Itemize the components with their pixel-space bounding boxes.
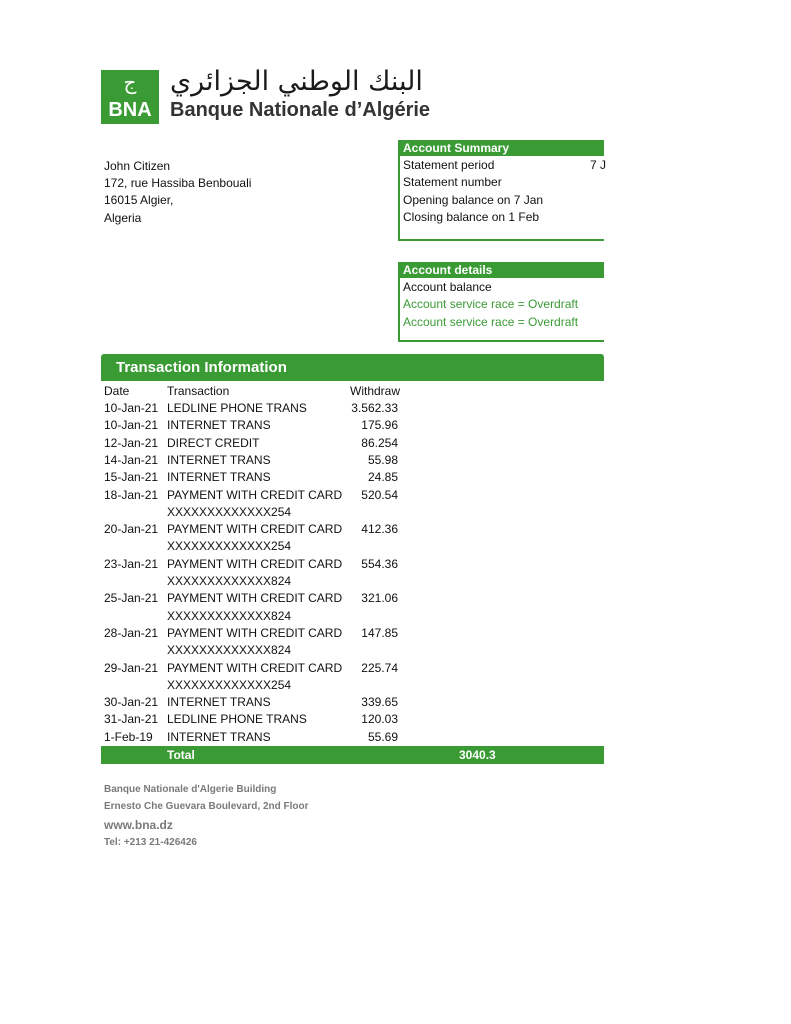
transaction-date: 10-Jan-21	[104, 418, 159, 433]
transaction-amount: 55.98	[367, 452, 398, 467]
transaction-desc: LEDLINE PHONE TRANS	[167, 401, 307, 415]
transaction-amount: 175.96	[361, 418, 398, 433]
logo-abbr: BNA	[108, 99, 152, 121]
footer-website[interactable]: www.bna.dz	[104, 818, 173, 832]
summary-row-opening: Opening balance on 7 Jan	[403, 193, 544, 207]
transaction-desc: INTERNET TRANS	[167, 452, 271, 467]
col-header-withdraw: Withdraw	[350, 384, 401, 398]
transaction-amount: 86.254	[361, 435, 398, 450]
account-summary-title: Account Summary	[400, 140, 604, 156]
logo-glyph: ج	[123, 72, 137, 94]
bank-name: Banque Nationale d’Algérie	[170, 99, 431, 121]
transaction-card: XXXXXXXXXXXXX254	[167, 504, 292, 519]
transaction-card: XXXXXXXXXXXXX824	[167, 608, 292, 623]
transaction-amount: 412.36	[361, 522, 398, 537]
transaction-date: 12-Jan-21	[104, 435, 159, 450]
transaction-amount: 24.85	[367, 470, 398, 485]
account-details-panel	[398, 262, 604, 342]
col-header-date: Date	[104, 384, 130, 398]
col-header-transaction: Transaction	[167, 384, 230, 398]
transaction-amount: 3.562.33	[351, 401, 398, 415]
summary-row-number: Statement number	[403, 175, 502, 189]
transaction-card: XXXXXXXXXXXXX824	[167, 643, 292, 658]
transaction-desc: INTERNET TRANS	[167, 695, 271, 710]
transaction-date: 10-Jan-21	[104, 401, 159, 415]
bank-name-arabic: البنك الوطني الجزائري	[170, 66, 423, 97]
transaction-amount: 321.06	[361, 591, 398, 606]
transaction-date: 14-Jan-21	[104, 452, 159, 467]
transaction-card: XXXXXXXXXXXXX254	[167, 677, 292, 692]
transaction-title: Transaction Information	[116, 359, 287, 376]
transaction-desc: PAYMENT WITH CREDIT CARD	[167, 591, 343, 606]
transaction-card: XXXXXXXXXXXXX824	[167, 574, 292, 588]
transaction-date: 29-Jan-21	[104, 660, 159, 675]
transaction-amount: 339.65	[361, 695, 398, 710]
transaction-amount: 520.54	[361, 487, 398, 502]
customer-country: Algeria	[104, 211, 142, 225]
transaction-amount: 147.85	[361, 625, 398, 640]
bna-logo	[101, 70, 159, 124]
transaction-amount: 55.69	[367, 729, 398, 744]
customer-street: 172, rue Hassiba Benbouali	[104, 176, 252, 190]
summary-row-closing: Closing balance on 1 Feb	[403, 210, 540, 224]
transaction-amount: 225.74	[361, 660, 398, 675]
transaction-desc: PAYMENT WITH CREDIT CARD	[167, 625, 343, 640]
transaction-date: 23-Jan-21	[104, 556, 159, 571]
transaction-desc: INTERNET TRANS	[167, 470, 271, 485]
details-row-balance: Account balance	[403, 280, 492, 294]
transaction-date: 28-Jan-21	[104, 625, 159, 640]
transaction-desc: PAYMENT WITH CREDIT CARD	[167, 487, 343, 502]
transaction-date: 30-Jan-21	[104, 695, 159, 710]
account-summary-panel	[398, 140, 607, 241]
summary-row-period: Statement period	[403, 158, 495, 172]
footer-phone: Tel: +213 21-426426	[104, 837, 197, 848]
details-row-service-1: Account service race = Overdraft	[403, 297, 579, 311]
transaction-date: 18-Jan-21	[104, 487, 159, 502]
transaction-desc: PAYMENT WITH CREDIT CARD	[167, 660, 343, 675]
total-value: 3040.3	[459, 748, 496, 762]
transaction-desc: INTERNET TRANS	[167, 418, 271, 433]
transaction-date: 20-Jan-21	[104, 522, 159, 537]
footer-address: Ernesto Che Guevara Boulevard, 2nd Floor	[104, 801, 309, 812]
transaction-desc: LEDLINE PHONE TRANS	[167, 712, 307, 727]
transaction-date: 25-Jan-21	[104, 591, 159, 606]
transaction-desc: PAYMENT WITH CREDIT CARD	[167, 556, 343, 571]
summary-period-value: 7 J	[590, 158, 607, 172]
details-row-service-2: Account service race = Overdraft	[403, 315, 579, 329]
transaction-header-bar	[101, 354, 604, 381]
transaction-desc: INTERNET TRANS	[167, 729, 271, 744]
transaction-card: XXXXXXXXXXXXX254	[167, 539, 292, 554]
customer-name: John Citizen	[104, 159, 171, 173]
transaction-date: 31-Jan-21	[104, 712, 159, 727]
transaction-desc: PAYMENT WITH CREDIT CARD	[167, 522, 343, 537]
customer-city: 16015 Algier,	[104, 193, 174, 207]
total-label: Total	[167, 748, 195, 762]
transaction-amount: 120.03	[361, 712, 398, 727]
transaction-date: 15-Jan-21	[104, 470, 159, 485]
transaction-amount: 554.36	[361, 556, 398, 571]
account-details-title: Account details	[400, 262, 604, 278]
transaction-date: 1-Feb-19	[104, 729, 153, 744]
transaction-desc: DIRECT CREDIT	[167, 435, 260, 450]
footer-building: Banque Nationale d'Algerie Building	[104, 784, 277, 795]
total-bar	[101, 746, 604, 764]
